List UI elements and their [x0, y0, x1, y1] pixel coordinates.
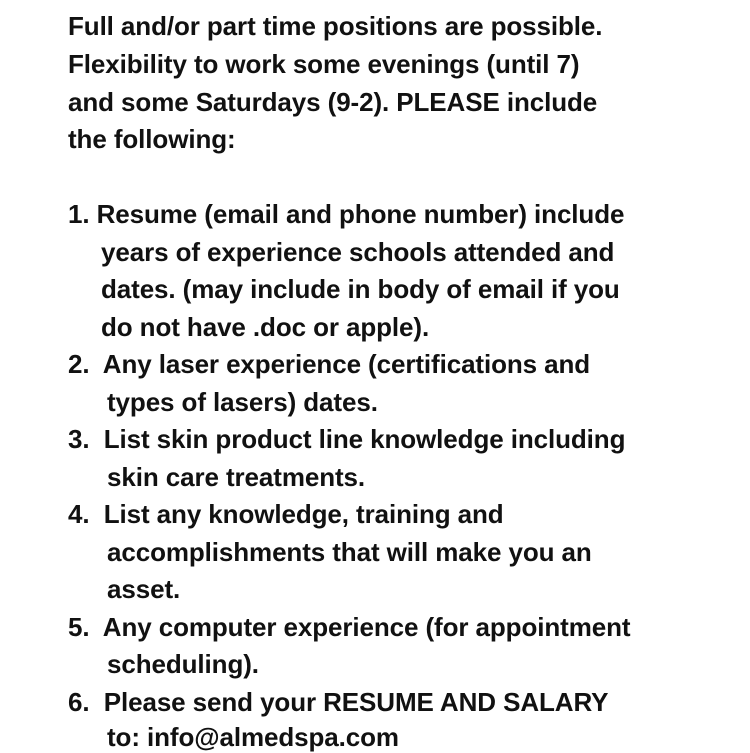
list-item-text: List skin product line knowledge including: [103, 424, 626, 454]
list-item-first-line: [68, 423, 625, 455]
list-item-text: Please send your RESUME AND SALARY: [103, 687, 609, 717]
list-item-continuation: skin care treatments.: [107, 462, 366, 492]
intro-line: the following:: [68, 124, 236, 154]
list-item-first-line: [68, 611, 630, 643]
list-item-number: 6.: [68, 687, 90, 717]
list-item-number: 4.: [68, 499, 90, 529]
list-item-continuation: dates. (may include in body of email if you: [101, 274, 620, 304]
list-item-first-line: [68, 198, 624, 230]
intro-line: Flexibility to work some evenings (until 7): [68, 49, 580, 79]
list-item-continuation: types of lasers) dates.: [107, 387, 378, 417]
intro-line: and some Saturdays (9-2). PLEASE include: [68, 87, 598, 117]
list-item-text: Resume (email and phone number) include: [96, 199, 625, 229]
list-item-continuation: asset.: [107, 574, 181, 604]
list-item-number: 2.: [68, 349, 90, 379]
list-item-first-line: [68, 498, 504, 530]
list-item-text: List any knowledge, training and: [103, 499, 504, 529]
list-item-text: Any computer experience (for appointment: [102, 612, 631, 642]
list-item-continuation: do not have .doc or apple).: [101, 312, 430, 342]
list-item-continuation: to: info@almedspa.com: [107, 722, 399, 752]
list-item-number: 3.: [68, 424, 90, 454]
list-item-number: 5.: [68, 612, 90, 642]
intro-line: Full and/or part time positions are possible.: [68, 11, 603, 41]
list-item-continuation: accomplishments that will make you an: [107, 537, 592, 567]
list-item-first-line: [68, 348, 590, 380]
list-item-continuation: scheduling).: [107, 649, 259, 679]
list-item-first-line: [68, 686, 608, 718]
list-item-text: Any laser experience (certifications and: [102, 349, 591, 379]
list-item-continuation: years of experience schools attended and: [101, 237, 615, 267]
list-item-number: 1.: [68, 199, 90, 229]
